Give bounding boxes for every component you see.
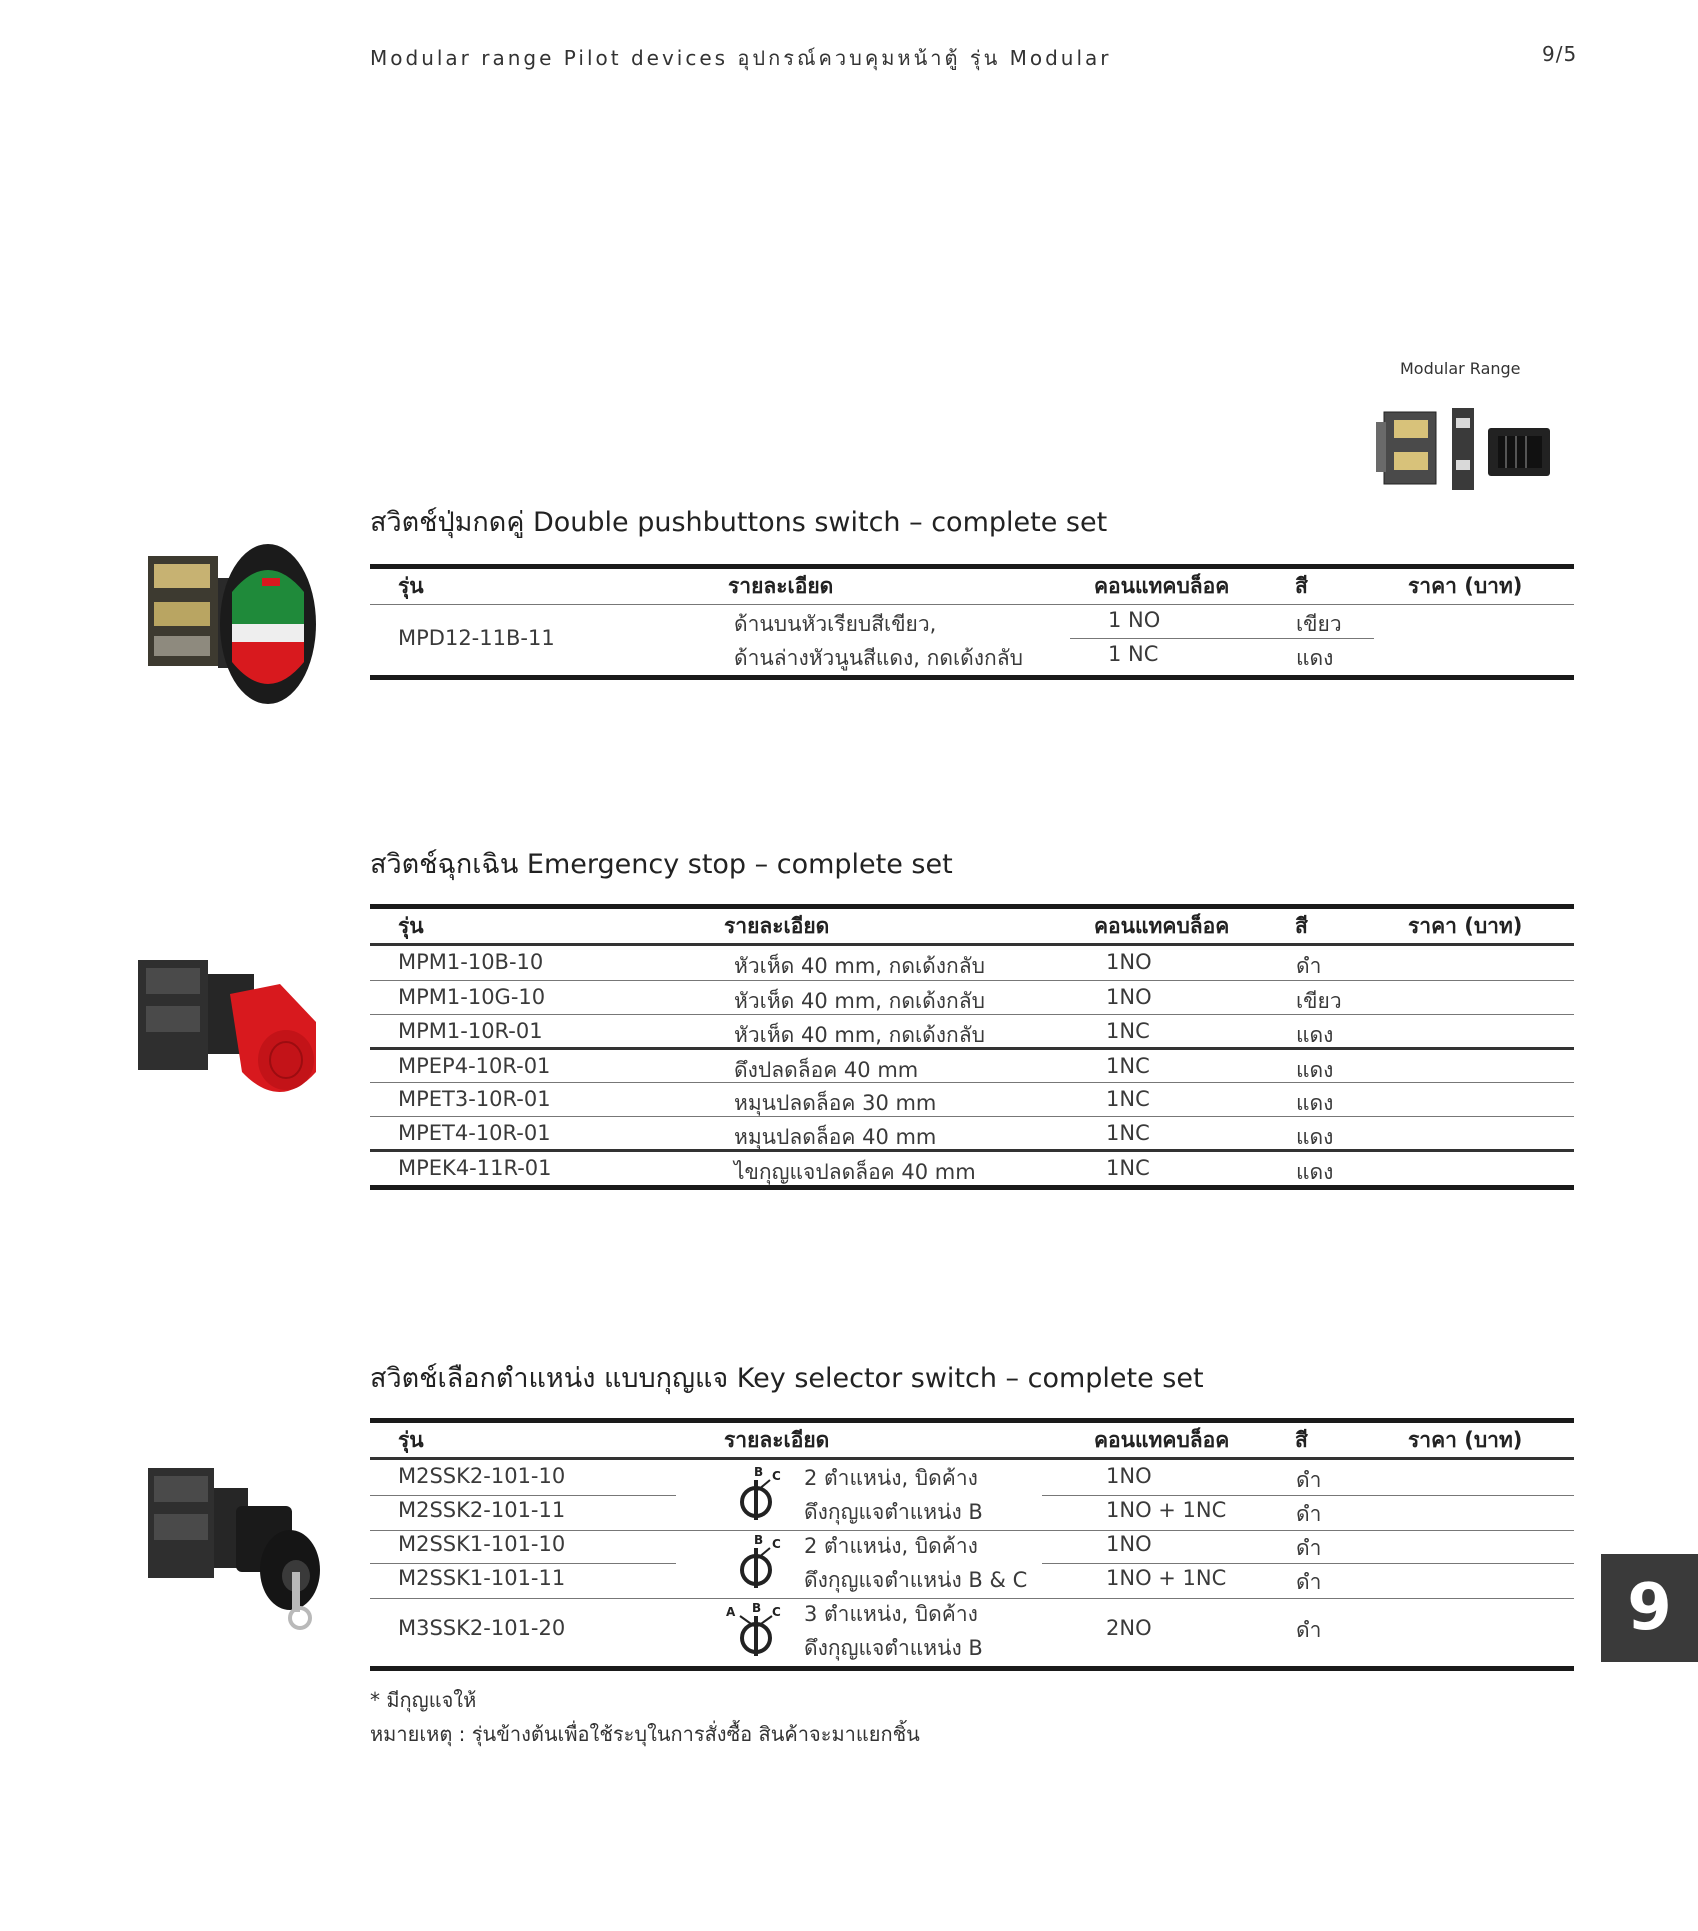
- row-description: หัวเห็ด 40 mm, กดเด้งกลับ: [734, 989, 985, 1013]
- row-contact: 1NC: [1106, 1121, 1150, 1145]
- header-price: ราคา (บาท): [1408, 574, 1523, 598]
- row-color: ดำ: [1296, 1536, 1322, 1560]
- section1-contact1: 1 NO: [1108, 608, 1161, 632]
- selector-label-b: B: [752, 1601, 762, 1615]
- emergency-stop-image: [130, 944, 330, 1116]
- header-contact-block: คอนแทคบล็อค: [1094, 914, 1230, 938]
- row-model: MPET3-10R-01: [398, 1087, 551, 1111]
- row-model: MPEP4-10R-01: [398, 1054, 551, 1078]
- header-price: ราคา (บาท): [1408, 1428, 1523, 1452]
- row-contact: 1NC: [1106, 1087, 1150, 1111]
- row-model: M3SSK2-101-20: [398, 1616, 566, 1640]
- selector-label-c: C: [772, 1537, 781, 1551]
- chapter-tab: 9: [1601, 1554, 1698, 1662]
- selector-label-b: B: [754, 1533, 764, 1547]
- page-number: 9/5: [1542, 42, 1578, 66]
- row-color: แดง: [1296, 1058, 1334, 1082]
- group2-description-line2: ดึงกุญแจตำแหน่ง B & C: [804, 1568, 1028, 1592]
- key-note: * มีกุญแจให้: [370, 1688, 477, 1712]
- row-contact: 1NC: [1106, 1019, 1150, 1043]
- section1-model: MPD12-11B-11: [398, 626, 555, 650]
- header-description: รายละเอียด: [724, 914, 830, 938]
- key-selector-table: [370, 1418, 1574, 1672]
- row-model: M2SSK1-101-11: [398, 1566, 566, 1590]
- row-description: หมุนปลดล็อค 40 mm: [734, 1125, 937, 1149]
- row-model: MPET4-10R-01: [398, 1121, 551, 1145]
- header-model: รุ่น: [398, 914, 424, 938]
- row-contact: 1NO: [1106, 1464, 1152, 1488]
- two-position-selector-icon: [730, 1530, 794, 1592]
- group3-description-line2: ดึงกุญแจตำแหน่ง B: [804, 1636, 983, 1660]
- row-model: M2SSK1-101-10: [398, 1532, 566, 1556]
- header-description: รายละเอียด: [728, 574, 834, 598]
- header-model: รุ่น: [398, 1428, 424, 1452]
- row-color: ดำ: [1296, 1502, 1322, 1526]
- row-model: MPM1-10R-01: [398, 1019, 543, 1043]
- row-color: แดง: [1296, 1125, 1334, 1149]
- row-description: หัวเห็ด 40 mm, กดเด้งกลับ: [734, 1023, 985, 1047]
- two-position-selector-icon: [730, 1462, 794, 1524]
- group1-description-line1: 2 ตำแหน่ง, บิดค้าง: [804, 1466, 978, 1490]
- modular-range-image: [1370, 390, 1570, 505]
- header-color: สี: [1295, 1428, 1308, 1452]
- row-description: ไขกุญแจปลดล็อค 40 mm: [734, 1160, 976, 1184]
- row-contact: 1NO: [1106, 1532, 1152, 1556]
- double-pushbutton-image: [140, 538, 320, 710]
- row-color: ดำ: [1296, 1468, 1322, 1492]
- row-model: M2SSK2-101-11: [398, 1498, 566, 1522]
- section2-title: สวิตช์ฉุกเฉิน Emergency stop – complete set: [370, 849, 953, 880]
- selector-label-b: B: [754, 1465, 764, 1479]
- row-description: หมุนปลดล็อค 30 mm: [734, 1091, 937, 1115]
- header-color: สี: [1295, 914, 1308, 938]
- three-position-selector-icon: [724, 1598, 794, 1660]
- double-pushbutton-table: [370, 564, 1574, 680]
- row-model: MPM1-10B-10: [398, 950, 544, 974]
- remark-note: หมายเหตุ : รุ่นข้างต้นเพื่อใช้ระบุในการสั่งซื้อ สินค้าจะมาแยกชิ้น: [370, 1722, 920, 1746]
- row-color: แดง: [1296, 1091, 1334, 1115]
- section1-color2: แดง: [1296, 646, 1334, 670]
- row-color: แดง: [1296, 1023, 1334, 1047]
- header-model: รุ่น: [398, 574, 424, 598]
- group1-description-line2: ดึงกุญแจตำแหน่ง B: [804, 1500, 983, 1524]
- row-contact: 1NO + 1NC: [1106, 1566, 1227, 1590]
- section1-title: สวิตช์ปุ่มกดคู่ Double pushbuttons switch – complete set: [370, 507, 1108, 538]
- group3-description-line1: 3 ตำแหน่ง, บิดค้าง: [804, 1602, 978, 1626]
- row-contact: 1NO: [1106, 950, 1152, 974]
- row-color: ดำ: [1296, 1618, 1322, 1642]
- section1-contact2: 1 NC: [1108, 642, 1159, 666]
- row-contact: 1NC: [1106, 1156, 1150, 1180]
- row-contact: 1NO + 1NC: [1106, 1498, 1227, 1522]
- key-selector-image: [140, 1450, 330, 1630]
- section1-description-line2: ด้านล่างหัวนูนสีแดง, กดเด้งกลับ: [734, 646, 1023, 670]
- selector-label-a: A: [726, 1605, 736, 1619]
- row-color: แดง: [1296, 1160, 1334, 1184]
- row-color: เขียว: [1296, 989, 1342, 1013]
- emergency-stop-table: [370, 904, 1574, 1190]
- header-contact-block: คอนแทคบล็อค: [1094, 574, 1230, 598]
- page-header-title: Modular range Pilot devices อุปกรณ์ควบคุมหน้าตู้ รุ่น Modular: [370, 46, 1112, 70]
- section1-color1: เขียว: [1296, 612, 1342, 636]
- section3-title: สวิตช์เลือกตำแหน่ง แบบกุญแจ Key selector switch – complete set: [370, 1363, 1204, 1394]
- row-contact: 1NO: [1106, 985, 1152, 1009]
- selector-label-c: C: [772, 1469, 781, 1483]
- row-contact: 2NO: [1106, 1616, 1152, 1640]
- row-description: หัวเห็ด 40 mm, กดเด้งกลับ: [734, 954, 985, 978]
- row-description: ดึงปลดล็อค 40 mm: [734, 1058, 919, 1082]
- modular-range-label: Modular Range: [1400, 359, 1521, 378]
- row-model: MPM1-10G-10: [398, 985, 546, 1009]
- row-color: ดำ: [1296, 1570, 1322, 1594]
- row-model: M2SSK2-101-10: [398, 1464, 566, 1488]
- header-price: ราคา (บาท): [1408, 914, 1523, 938]
- selector-label-c: C: [772, 1605, 781, 1619]
- row-color: ดำ: [1296, 954, 1322, 978]
- group2-description-line1: 2 ตำแหน่ง, บิดค้าง: [804, 1534, 978, 1558]
- row-contact: 1NC: [1106, 1054, 1150, 1078]
- header-description: รายละเอียด: [724, 1428, 830, 1452]
- header-contact-block: คอนแทคบล็อค: [1094, 1428, 1230, 1452]
- header-color: สี: [1295, 574, 1308, 598]
- row-model: MPEK4-11R-01: [398, 1156, 552, 1180]
- section1-description-line1: ด้านบนหัวเรียบสีเขียว,: [734, 612, 937, 636]
